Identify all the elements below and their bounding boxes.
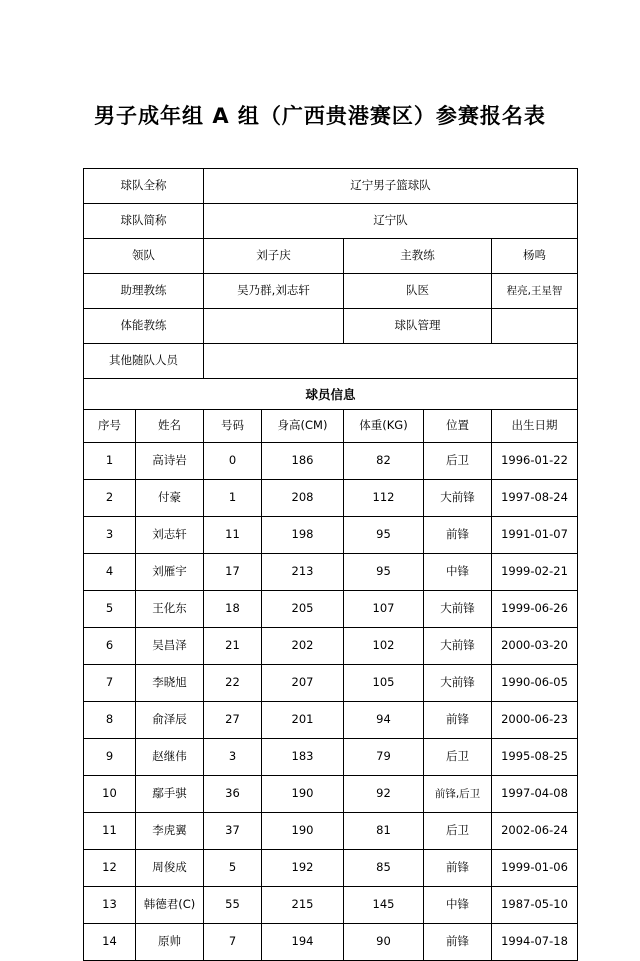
cell-seq: 5: [84, 591, 136, 628]
cell-seq: 12: [84, 850, 136, 887]
cell-number: 5: [204, 850, 262, 887]
page-title: 男子成年组 A 组（广西贵港赛区）参赛报名表: [94, 104, 546, 128]
cell-position: 前锋: [424, 517, 492, 554]
cell-height: 194: [262, 924, 344, 961]
cell-birth: 1999-01-06: [492, 850, 578, 887]
cell-weight: 102: [344, 628, 424, 665]
table-row-fitness-coach: [84, 309, 578, 344]
cell-birth: 1996-01-22: [492, 443, 578, 480]
team-manager-label: 球队管理: [344, 309, 492, 344]
cell-weight: 85: [344, 850, 424, 887]
cell-height: 213: [262, 554, 344, 591]
column-header-weight: 体重(KG): [344, 410, 424, 443]
cell-weight: 79: [344, 739, 424, 776]
cell-height: 215: [262, 887, 344, 924]
column-header-position: 位置: [424, 410, 492, 443]
cell-weight: 82: [344, 443, 424, 480]
cell-number: 7: [204, 924, 262, 961]
column-header-height: 身高(CM): [262, 410, 344, 443]
cell-number: 11: [204, 517, 262, 554]
cell-name: 鄢手骐: [136, 776, 204, 813]
cell-weight: 107: [344, 591, 424, 628]
cell-height: 190: [262, 813, 344, 850]
cell-weight: 94: [344, 702, 424, 739]
cell-height: 202: [262, 628, 344, 665]
head-coach-label: 主教练: [344, 239, 492, 274]
table-row-players-heading: [84, 379, 578, 410]
team-doctor-label: 队医: [344, 274, 492, 309]
cell-seq: 2: [84, 480, 136, 517]
cell-name: 原帅: [136, 924, 204, 961]
cell-birth: 1999-06-26: [492, 591, 578, 628]
cell-birth: 1997-08-24: [492, 480, 578, 517]
column-header-name: 姓名: [136, 410, 204, 443]
team-fullname-value: 辽宁男子篮球队: [204, 169, 578, 204]
table-row: [84, 517, 578, 554]
team-doctor-value: 程亮,王星智: [492, 274, 578, 309]
table-row: [84, 628, 578, 665]
cell-seq: 6: [84, 628, 136, 665]
column-header-birth: 出生日期: [492, 410, 578, 443]
table-header-row: [84, 410, 578, 443]
table-row-other-staff: [84, 344, 578, 379]
table-row: [84, 665, 578, 702]
cell-seq: 7: [84, 665, 136, 702]
cell-position: 大前锋: [424, 591, 492, 628]
registration-table: [83, 168, 578, 961]
cell-birth: 1990-06-05: [492, 665, 578, 702]
leader-value: 刘子庆: [204, 239, 344, 274]
cell-name: 付豪: [136, 480, 204, 517]
other-staff-label: 其他随队人员: [84, 344, 204, 379]
team-fullname-label: 球队全称: [84, 169, 204, 204]
cell-name: 刘雁宇: [136, 554, 204, 591]
assistant-coach-value: 吴乃群,刘志轩: [204, 274, 344, 309]
cell-height: 198: [262, 517, 344, 554]
cell-height: 205: [262, 591, 344, 628]
cell-name: 王化东: [136, 591, 204, 628]
cell-weight: 112: [344, 480, 424, 517]
cell-name: 周俊成: [136, 850, 204, 887]
cell-position: 中锋: [424, 554, 492, 591]
cell-position: 大前锋: [424, 665, 492, 702]
table-row: [84, 443, 578, 480]
cell-position: 前锋: [424, 702, 492, 739]
table-row: [84, 776, 578, 813]
team-manager-value: [492, 309, 578, 344]
cell-seq: 1: [84, 443, 136, 480]
table-row: [84, 554, 578, 591]
cell-name: 李虎翼: [136, 813, 204, 850]
cell-birth: 1991-01-07: [492, 517, 578, 554]
cell-height: 208: [262, 480, 344, 517]
cell-birth: 1994-07-18: [492, 924, 578, 961]
cell-seq: 9: [84, 739, 136, 776]
leader-label: 领队: [84, 239, 204, 274]
cell-number: 0: [204, 443, 262, 480]
cell-height: 190: [262, 776, 344, 813]
table-row-team-shortname: [84, 204, 578, 239]
cell-position: 前锋: [424, 850, 492, 887]
table-row-leader: [84, 239, 578, 274]
fitness-coach-value: [204, 309, 344, 344]
cell-position: 大前锋: [424, 480, 492, 517]
table-row: [84, 813, 578, 850]
cell-weight: 81: [344, 813, 424, 850]
cell-birth: 1995-08-25: [492, 739, 578, 776]
cell-name: 刘志轩: [136, 517, 204, 554]
cell-name: 赵继伟: [136, 739, 204, 776]
table-row: [84, 887, 578, 924]
table-row: [84, 850, 578, 887]
cell-position: 中锋: [424, 887, 492, 924]
cell-seq: 4: [84, 554, 136, 591]
cell-weight: 95: [344, 554, 424, 591]
cell-birth: 2002-06-24: [492, 813, 578, 850]
table-row: [84, 924, 578, 961]
cell-birth: 1987-05-10: [492, 887, 578, 924]
cell-name: 吴昌泽: [136, 628, 204, 665]
cell-number: 18: [204, 591, 262, 628]
cell-birth: 2000-03-20: [492, 628, 578, 665]
cell-height: 186: [262, 443, 344, 480]
cell-seq: 14: [84, 924, 136, 961]
cell-position: 前锋: [424, 924, 492, 961]
head-coach-value: 杨鸣: [492, 239, 578, 274]
cell-name: 俞泽辰: [136, 702, 204, 739]
players-section-heading: 球员信息: [84, 379, 578, 410]
table-row-team-fullname: [84, 169, 578, 204]
other-staff-value: [204, 344, 578, 379]
cell-seq: 10: [84, 776, 136, 813]
cell-seq: 11: [84, 813, 136, 850]
fitness-coach-label: 体能教练: [84, 309, 204, 344]
cell-number: 21: [204, 628, 262, 665]
cell-height: 201: [262, 702, 344, 739]
cell-position: 前锋,后卫: [424, 776, 492, 813]
column-header-seq: 序号: [84, 410, 136, 443]
cell-seq: 8: [84, 702, 136, 739]
cell-height: 207: [262, 665, 344, 702]
cell-position: 大前锋: [424, 628, 492, 665]
cell-number: 3: [204, 739, 262, 776]
table-row: [84, 591, 578, 628]
table-row: [84, 702, 578, 739]
cell-weight: 90: [344, 924, 424, 961]
cell-name: 韩德君(C): [136, 887, 204, 924]
cell-name: 高诗岩: [136, 443, 204, 480]
cell-number: 17: [204, 554, 262, 591]
cell-number: 1: [204, 480, 262, 517]
cell-number: 27: [204, 702, 262, 739]
table-row: [84, 480, 578, 517]
team-shortname-value: 辽宁队: [204, 204, 578, 239]
cell-height: 183: [262, 739, 344, 776]
cell-number: 36: [204, 776, 262, 813]
column-header-number: 号码: [204, 410, 262, 443]
cell-seq: 13: [84, 887, 136, 924]
assistant-coach-label: 助理教练: [84, 274, 204, 309]
table-row-assistant-coach: [84, 274, 578, 309]
cell-number: 55: [204, 887, 262, 924]
cell-birth: 1999-02-21: [492, 554, 578, 591]
cell-birth: 1997-04-08: [492, 776, 578, 813]
cell-number: 37: [204, 813, 262, 850]
cell-number: 22: [204, 665, 262, 702]
cell-height: 192: [262, 850, 344, 887]
cell-position: 后卫: [424, 739, 492, 776]
cell-weight: 105: [344, 665, 424, 702]
cell-position: 后卫: [424, 443, 492, 480]
cell-weight: 92: [344, 776, 424, 813]
cell-name: 李晓旭: [136, 665, 204, 702]
cell-position: 后卫: [424, 813, 492, 850]
registration-table-wrapper: [83, 168, 568, 961]
cell-seq: 3: [84, 517, 136, 554]
cell-birth: 2000-06-23: [492, 702, 578, 739]
cell-weight: 95: [344, 517, 424, 554]
team-shortname-label: 球队简称: [84, 204, 204, 239]
cell-weight: 145: [344, 887, 424, 924]
table-row: [84, 739, 578, 776]
